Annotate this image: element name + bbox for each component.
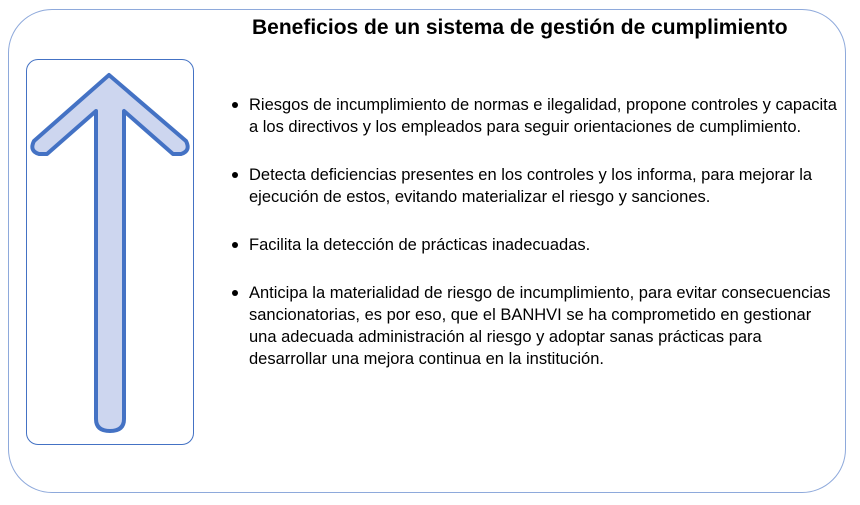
up-arrow-icon — [26, 59, 194, 445]
list-item: Facilita la detección de prácticas inadecuadas. — [231, 234, 841, 256]
diagram-title: Beneficios de un sistema de gestión de cumplimiento — [252, 16, 788, 39]
list-item: Detecta deficiencias presentes en los controles y los informa, para mejorar la ejecución de estos, evitando materializar el riesgo y sanciones. — [231, 164, 841, 208]
benefits-list — [231, 94, 841, 396]
list-item: Riesgos de incumplimiento de normas e ilegalidad, propone controles y capacita a los directivos y los empleados para seguir orientaciones de cumplimiento. — [231, 94, 841, 138]
list-item: Anticipa la materialidad de riesgo de incumplimiento, para evitar consecuencias sancionatorias, es por eso, que el BANHVI se ha comprometido en gestionar una adecuada administración al riesgo y adoptar sanas prácticas para desarrollar una mejora continua en la institución. — [231, 282, 841, 370]
